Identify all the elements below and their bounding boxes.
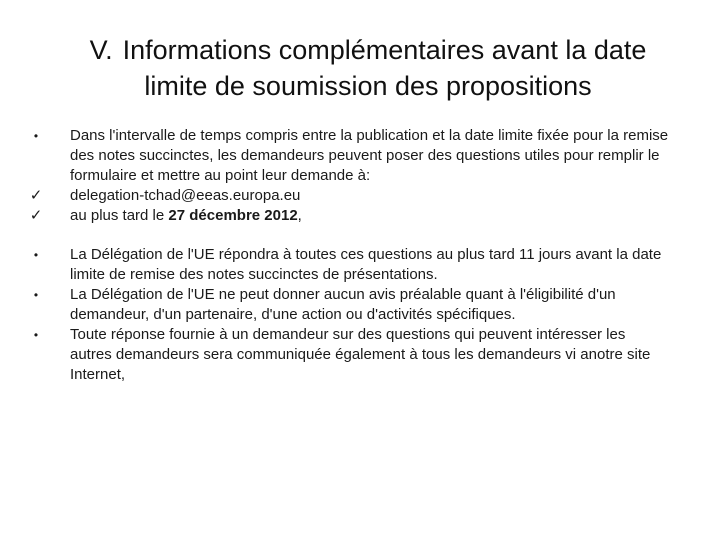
item-text: Dans l'intervalle de temps compris entre la publication et la date limite fixée pour la remise des notes succinctes, les demandeurs peuvent poser des questions utiles pour remplir le formulaire et mettre au point leur demande à: [70,127,669,184]
item-text: Toute réponse fournie à un demandeur sur des questions qui peuvent intéresser les autres demandeurs sera communiquée également à tous les demandeurs vi anotre site Internet, [70,326,651,383]
checkmark-icon: ✓ [29,207,43,224]
deadline-date: 27 décembre 2012 [168,207,298,224]
list-item [0,325,670,385]
email-address: delegation-tchad@eeas.europa.eu [70,187,301,204]
slide-title [40,32,696,104]
title-line-2: limite de soumission des propositions [144,71,592,101]
section-number: V. [89,35,113,65]
list-item [0,245,670,285]
bullet-icon: • [33,129,39,143]
item-text: La Délégation de l'UE ne peut donner aucun avis préalable quant à l'éligibilité d'un demandeur, d'un partenaire, d'une action ou d'activités spécifiques. [70,286,616,323]
list-item [0,285,670,325]
item-text: La Délégation de l'UE répondra à toutes ces questions au plus tard 11 jours avant la date limite de remise des notes succinctes de présentations. [70,246,662,283]
spacer [0,226,720,245]
deadline-punct: , [297,207,302,224]
bullet-list [0,126,720,385]
title-text-1: Informations complémentaires avant la date [122,35,647,65]
bullet-icon: • [33,288,39,302]
bullet-icon: • [33,328,39,342]
list-item [0,206,670,226]
deadline-text: au plus tard le [70,207,169,224]
list-item [0,126,670,186]
bullet-icon: • [33,248,39,262]
checkmark-icon: ✓ [29,187,43,204]
list-item [0,186,670,206]
title-line-1 [40,32,696,68]
